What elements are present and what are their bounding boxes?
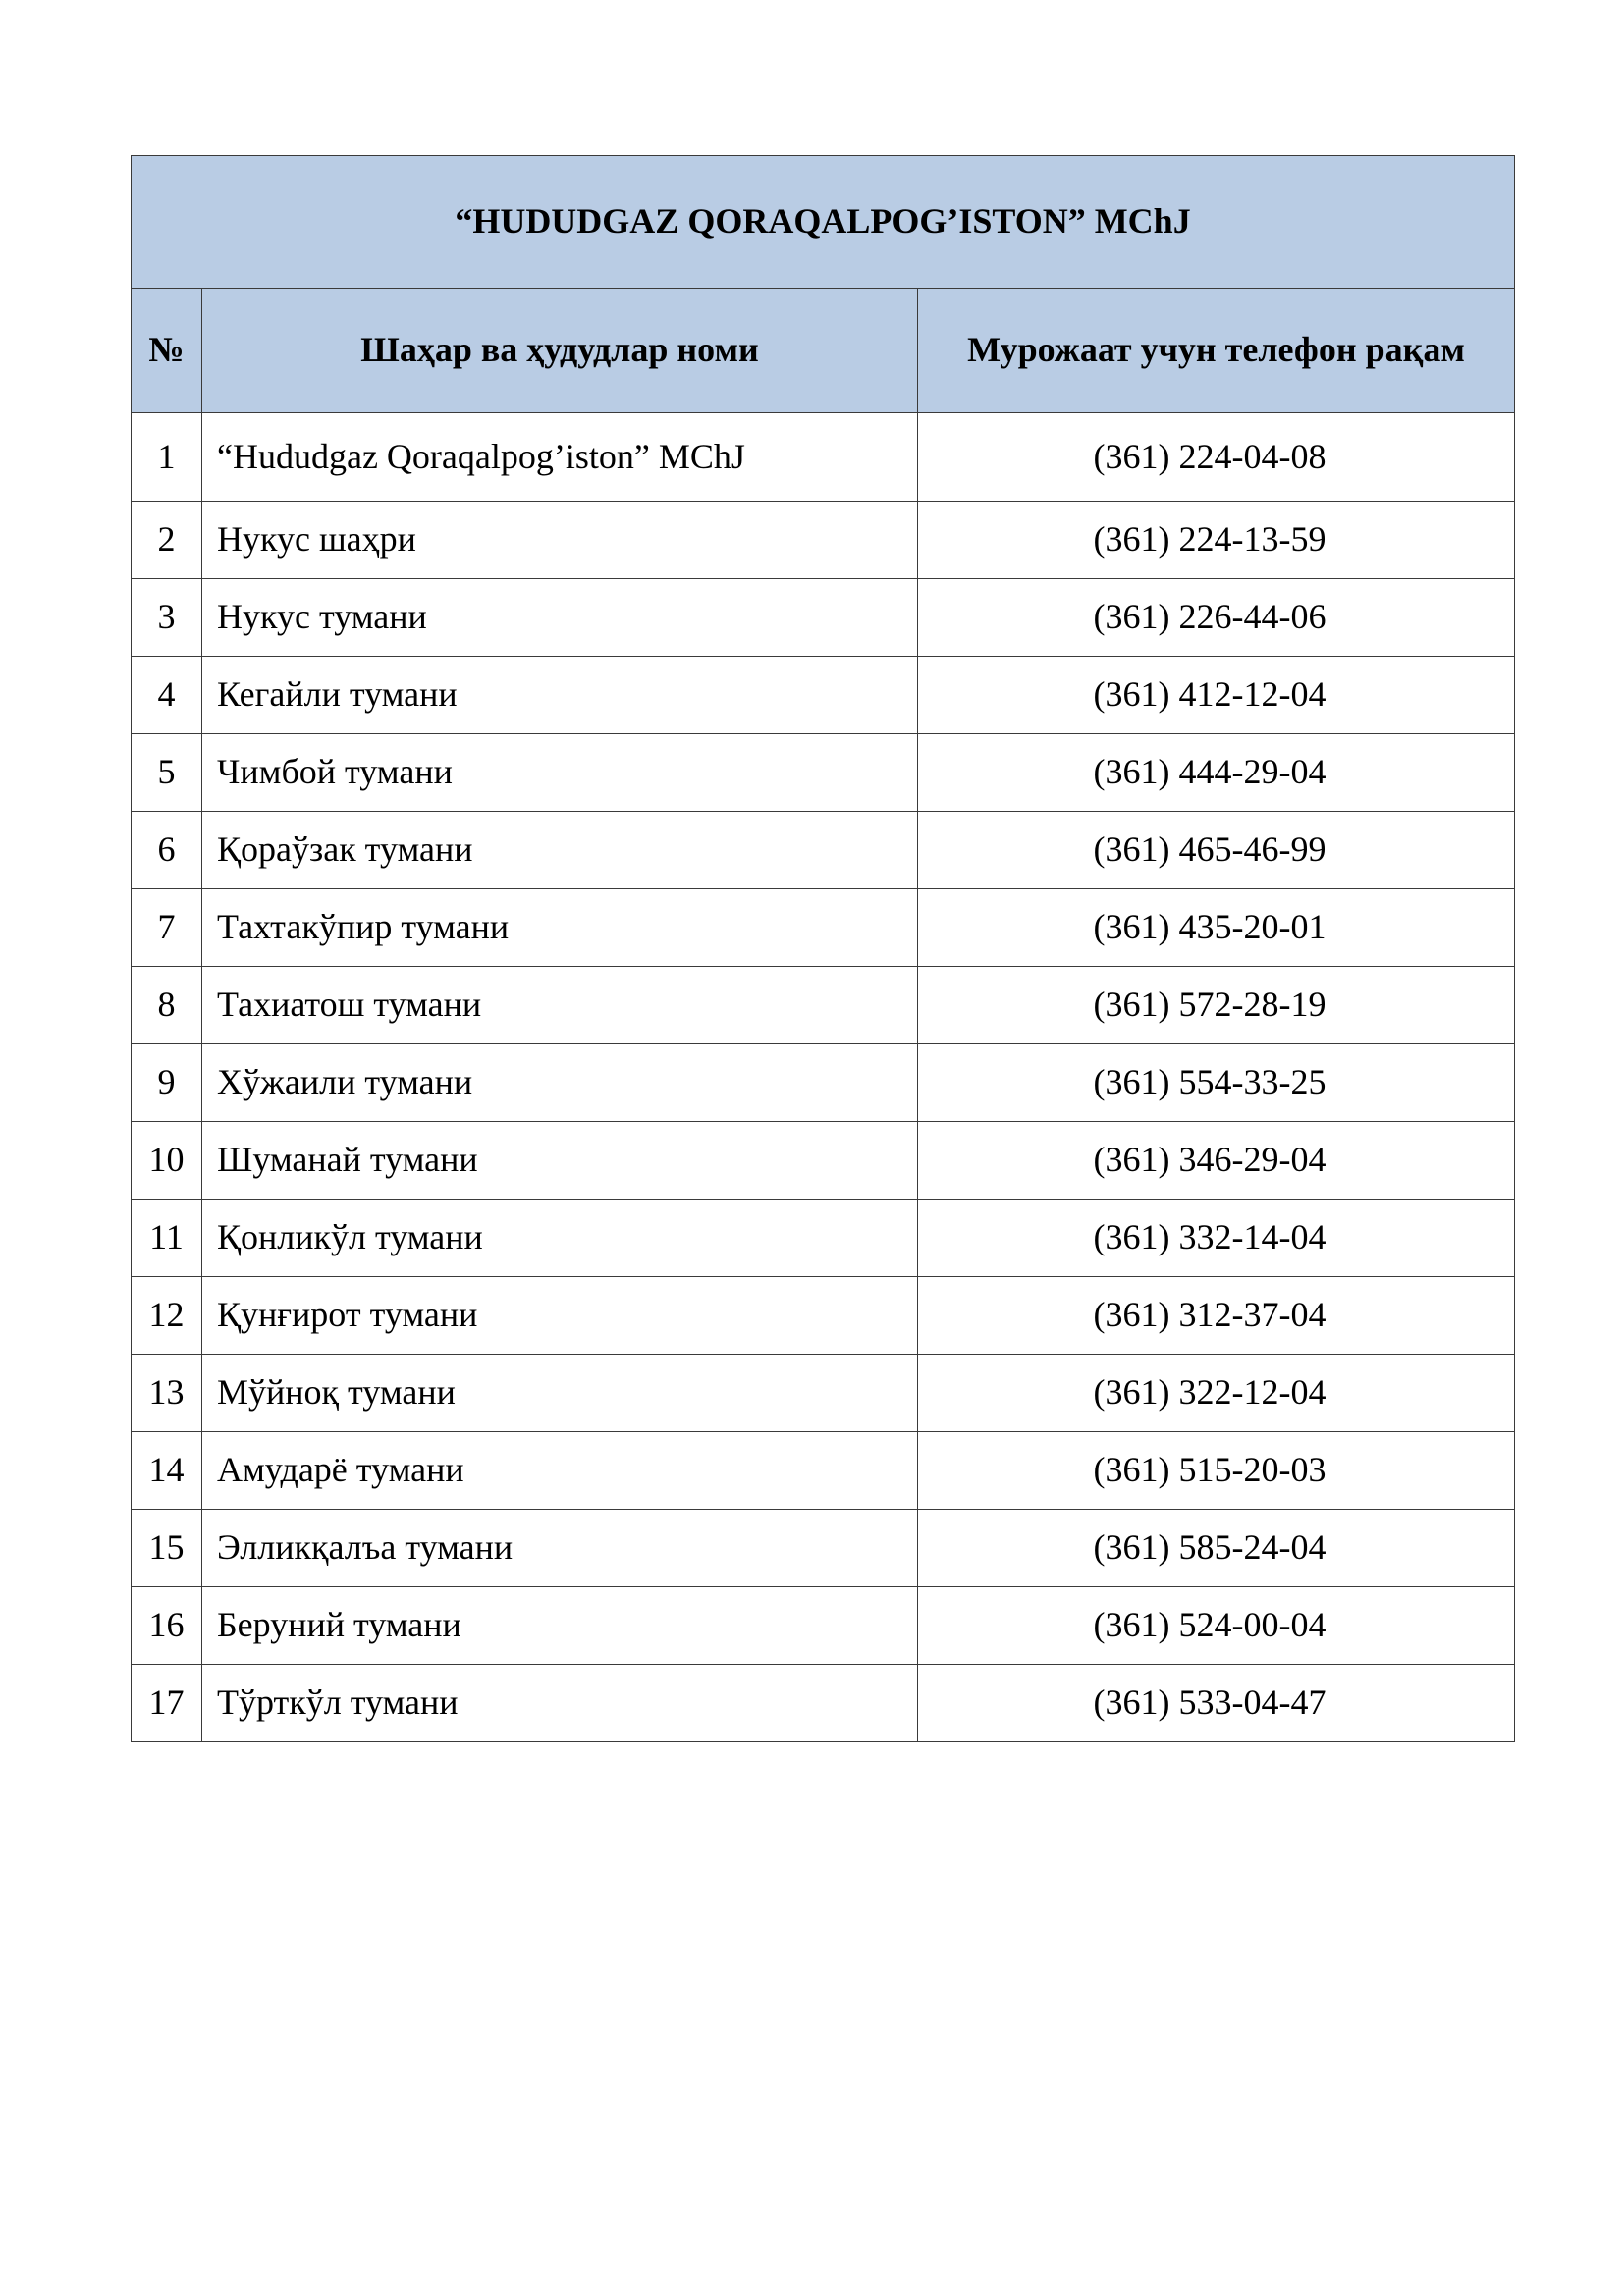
row-number: 13 xyxy=(132,1355,202,1432)
row-name: Кегайли тумани xyxy=(202,657,918,734)
table-row xyxy=(132,1355,1515,1432)
row-number: 4 xyxy=(132,657,202,734)
row-phone: (361) 533-04-47 xyxy=(918,1665,1515,1742)
row-phone: (361) 524-00-04 xyxy=(918,1587,1515,1665)
row-phone: (361) 572-28-19 xyxy=(918,967,1515,1044)
table-row xyxy=(132,1122,1515,1200)
row-number: 1 xyxy=(132,413,202,502)
row-number: 9 xyxy=(132,1044,202,1122)
row-number: 8 xyxy=(132,967,202,1044)
table-row xyxy=(132,502,1515,579)
row-number: 6 xyxy=(132,812,202,889)
row-number: 15 xyxy=(132,1510,202,1587)
contact-table xyxy=(131,155,1515,1742)
table-header-row xyxy=(132,289,1515,413)
row-name: Хўжаили тумани xyxy=(202,1044,918,1122)
table-title: “HUDUDGAZ QORAQALPOG’ISTON” MChJ xyxy=(132,156,1515,289)
row-phone: (361) 332-14-04 xyxy=(918,1200,1515,1277)
row-phone: (361) 585-24-04 xyxy=(918,1510,1515,1587)
row-name: Тахтакўпир тумани xyxy=(202,889,918,967)
row-phone: (361) 224-13-59 xyxy=(918,502,1515,579)
table-row xyxy=(132,889,1515,967)
row-number: 17 xyxy=(132,1665,202,1742)
row-name: Тўрткўл тумани xyxy=(202,1665,918,1742)
table-row xyxy=(132,967,1515,1044)
row-name: Қораўзак тумани xyxy=(202,812,918,889)
table-row xyxy=(132,1665,1515,1742)
row-name: Қунғирот тумани xyxy=(202,1277,918,1355)
row-name: Беруний тумани xyxy=(202,1587,918,1665)
row-number: 11 xyxy=(132,1200,202,1277)
row-phone: (361) 322-12-04 xyxy=(918,1355,1515,1432)
row-name: Тахиатош тумани xyxy=(202,967,918,1044)
row-phone: (361) 515-20-03 xyxy=(918,1432,1515,1510)
table-row xyxy=(132,657,1515,734)
row-number: 10 xyxy=(132,1122,202,1200)
row-number: 7 xyxy=(132,889,202,967)
row-number: 12 xyxy=(132,1277,202,1355)
row-name: Нукус тумани xyxy=(202,579,918,657)
header-phone: Мурожаат учун телефон рақам xyxy=(918,289,1515,413)
header-name: Шаҳар ва ҳудудлар номи xyxy=(202,289,918,413)
row-number: 3 xyxy=(132,579,202,657)
table-row xyxy=(132,1432,1515,1510)
row-name: Қонликўл тумани xyxy=(202,1200,918,1277)
table-row xyxy=(132,1587,1515,1665)
row-number: 14 xyxy=(132,1432,202,1510)
row-phone: (361) 226-44-06 xyxy=(918,579,1515,657)
row-number: 16 xyxy=(132,1587,202,1665)
row-phone: (361) 554-33-25 xyxy=(918,1044,1515,1122)
row-phone: (361) 346-29-04 xyxy=(918,1122,1515,1200)
row-phone: (361) 412-12-04 xyxy=(918,657,1515,734)
row-phone: (361) 312-37-04 xyxy=(918,1277,1515,1355)
table-row xyxy=(132,1044,1515,1122)
table-row xyxy=(132,1510,1515,1587)
row-name: Нукус шаҳри xyxy=(202,502,918,579)
table-row xyxy=(132,413,1515,502)
table-title-row xyxy=(132,156,1515,289)
table-row xyxy=(132,1200,1515,1277)
row-number: 2 xyxy=(132,502,202,579)
row-name: Шуманай тумани xyxy=(202,1122,918,1200)
row-phone: (361) 435-20-01 xyxy=(918,889,1515,967)
table-row xyxy=(132,734,1515,812)
table-row xyxy=(132,1277,1515,1355)
table-row xyxy=(132,579,1515,657)
header-number: № xyxy=(132,289,202,413)
row-name: “Hududgaz Qoraqalpog’iston” MChJ xyxy=(202,413,918,502)
row-phone: (361) 465-46-99 xyxy=(918,812,1515,889)
row-name: Чимбой тумани xyxy=(202,734,918,812)
row-number: 5 xyxy=(132,734,202,812)
row-name: Элликқалъа тумани xyxy=(202,1510,918,1587)
row-phone: (361) 444-29-04 xyxy=(918,734,1515,812)
row-name: Амударё тумани xyxy=(202,1432,918,1510)
row-phone: (361) 224-04-08 xyxy=(918,413,1515,502)
table-row xyxy=(132,812,1515,889)
row-name: Мўйноқ тумани xyxy=(202,1355,918,1432)
